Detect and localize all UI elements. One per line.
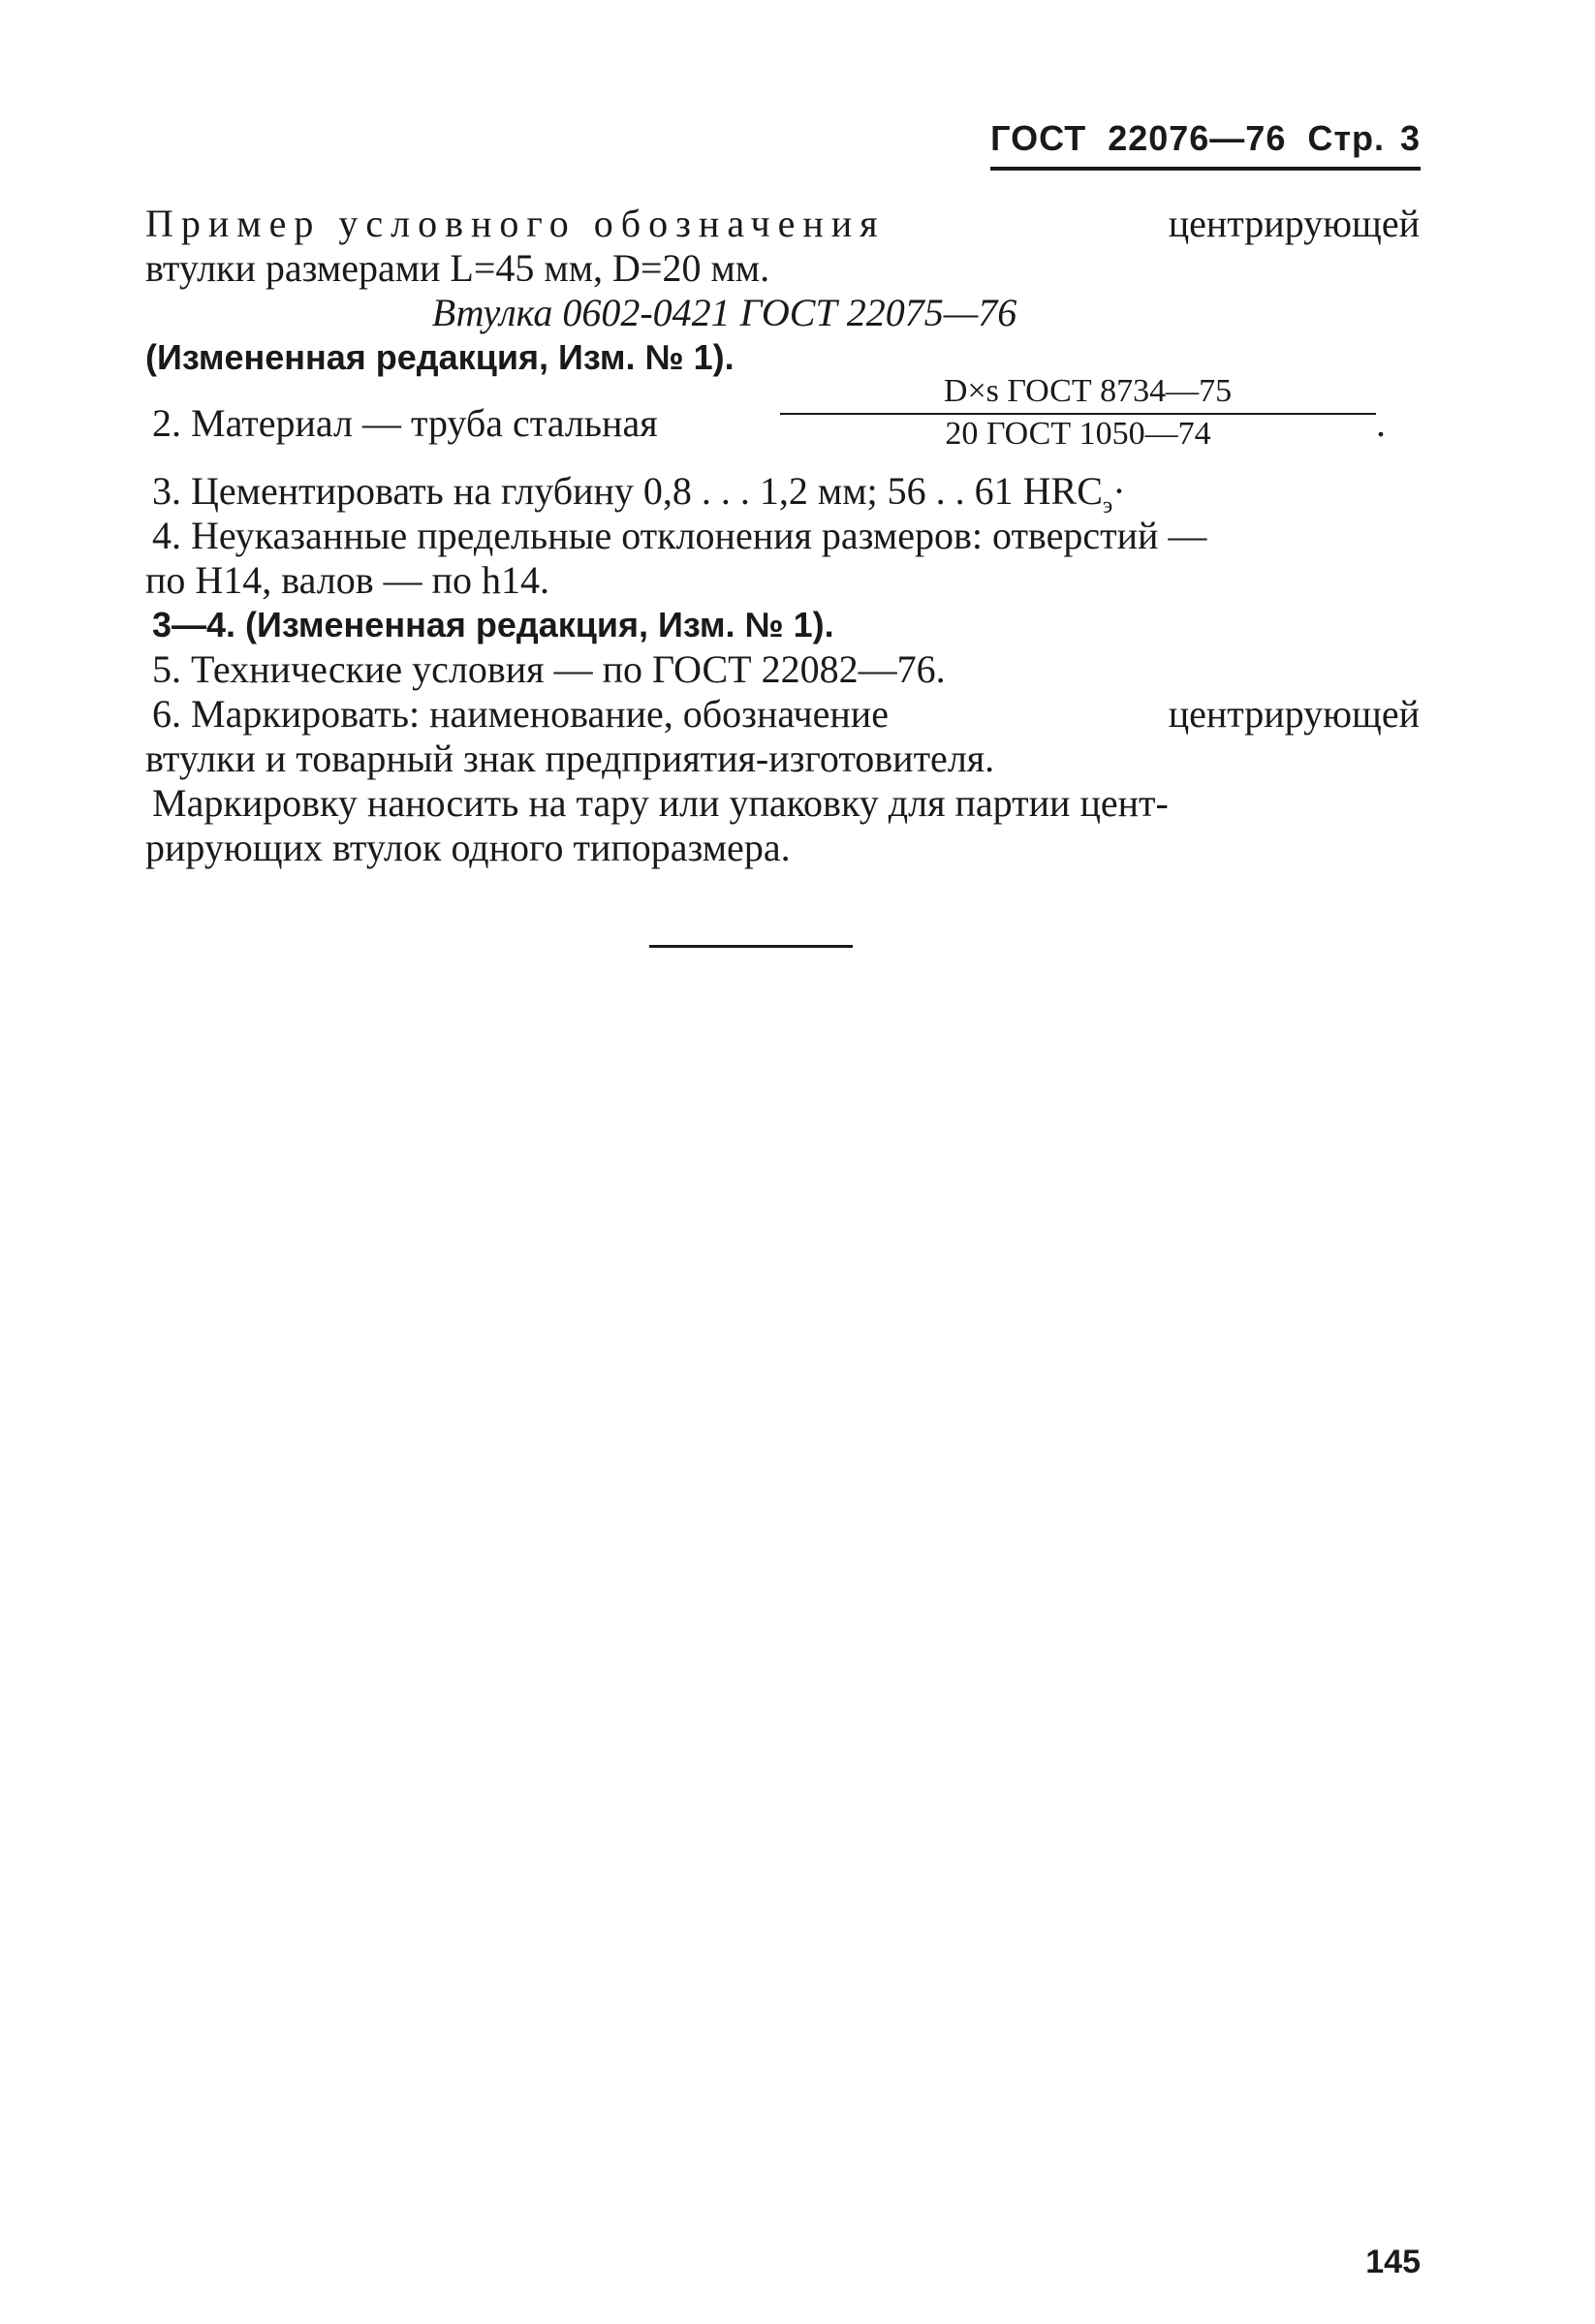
material-line <box>145 373 1420 469</box>
marking-line-2: рирующих втулок одного типоразмера. <box>145 826 791 869</box>
item-4-line-1: 4. Неуказанные предельные отклонения размеров: отверстий — <box>152 514 1207 557</box>
item-6-intro: 6. Маркировать: наименование, обозначение <box>152 692 889 736</box>
item-3-end: · <box>1112 469 1126 513</box>
header-page-label: Стр. <box>1307 118 1385 158</box>
item-3 <box>145 469 1420 518</box>
item-5: 5. Технические условия — по ГОСТ 22082—76. <box>152 647 946 691</box>
material-end: . <box>1376 401 1386 445</box>
amendment-note-2: 3—4. (Измененная редакция, Изм. № 1). <box>152 605 834 644</box>
item-6-intro-end: центрирующей <box>1168 692 1420 736</box>
example-line-1 <box>145 202 1420 246</box>
material-lead: 2. Материал — труба стальная <box>152 401 658 445</box>
amendment-note-1: (Измененная редакция, Изм. № 1). <box>145 337 735 377</box>
page-header <box>990 118 1421 171</box>
header-standard: ГОСТ <box>990 118 1087 158</box>
section-divider <box>649 945 853 948</box>
item-4-line-2: по H14, валов — по h14. <box>145 558 550 602</box>
header-page-num: 3 <box>1399 118 1421 158</box>
body-text <box>145 202 1420 870</box>
example-line-2: втулки размерами L=45 мм, D=20 мм. <box>145 246 770 290</box>
material-fraction <box>780 372 1376 454</box>
example-intro: Пример условного обозначения <box>145 202 886 245</box>
marking-line-1: Маркировку наносить на тару или упаковку для партии цент- <box>152 781 1169 825</box>
example-designation: Втулка 0602-0421 ГОСТ 22075—76 <box>431 291 1017 334</box>
item-3-text: 3. Цементировать на глубину 0,8 . . . 1,2 мм; 56 . . 61 HRC <box>152 469 1103 513</box>
header-number: 22076—76 <box>1108 118 1287 158</box>
page-number: 145 <box>1365 2244 1421 2280</box>
item-6-line-1 <box>145 692 1420 737</box>
fraction-numerator: D×s ГОСТ 8734—75 <box>780 372 1376 415</box>
fraction-denominator: 20 ГОСТ 1050—74 <box>945 416 1211 452</box>
item-3-subscript: э <box>1102 493 1113 518</box>
item-6-line-2: втулки и товарный знак предприятия-изготовителя. <box>145 737 995 780</box>
example-intro-end: центрирующей <box>1168 202 1420 245</box>
